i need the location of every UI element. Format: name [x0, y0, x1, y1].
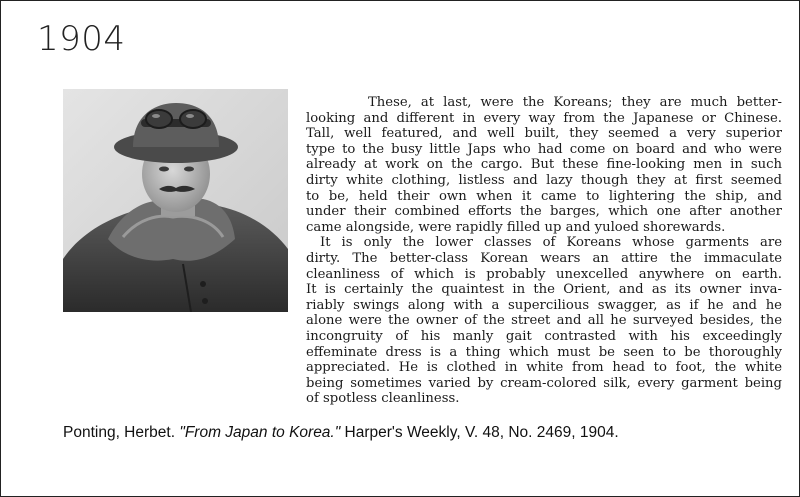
- article-line: being sometimes varied by cream-colored silk, every garment being: [306, 375, 782, 391]
- article-paragraph-2: [306, 235, 782, 407]
- article-line: appreciated. He is clothed in white from head to foot, the white: [306, 360, 782, 376]
- citation-title: "From Japan to Korea.": [179, 424, 341, 441]
- article-line: cleanliness of which is probably unexcelled anywhere on earth.: [306, 266, 782, 282]
- article-line: under their combined efforts the barges, which one after another: [306, 204, 782, 220]
- article-line: of spotless cleanliness.: [306, 391, 460, 407]
- article-line: It is only the lower classes of Koreans whose garments are: [320, 235, 782, 251]
- article-line: came alongside, were rapidly filled up and yuloed shorewards.: [306, 219, 726, 235]
- article-excerpt: [306, 95, 782, 407]
- article-line: effeminate dress is a thing which must be seen to be thoroughly: [306, 344, 782, 360]
- article-line: It is certainly the quaintest in the Orient, and as its owner inva-: [306, 282, 782, 298]
- citation-source: Harper's Weekly, V. 48, No. 2469, 1904.: [340, 424, 619, 441]
- citation: [63, 424, 619, 442]
- article-line: Tall, well featured, and well built, they seemed a very superior: [306, 126, 782, 142]
- article-line: These, at last, were the Koreans; they are much better-: [368, 95, 782, 110]
- portrait-photo: [63, 89, 288, 312]
- article-line: dirty white clothing, listless and lazy though they at first seemed: [306, 172, 782, 188]
- article-line: dirty. The better-class Korean wears an attire the immaculate: [306, 250, 782, 266]
- article-line: looking and different in every way from the Japanese or Chinese.: [306, 110, 782, 126]
- article-line: riably swings along with a supercilious swagger, as if he and he: [306, 297, 782, 313]
- article-line: incongruity of his manly gait contrasted with his exceedingly: [306, 328, 782, 344]
- article-line: alone were the owner of the street and all he surveyed besides, the: [306, 313, 782, 329]
- article-line: to be, held their own when it came to lightering the ship, and: [306, 188, 782, 204]
- article-line: type to the busy little Japs who had come on board and who were: [306, 141, 782, 157]
- article-line: already at work on the cargo. But these fine-looking men in such: [306, 157, 782, 173]
- article-paragraph-1: [306, 95, 782, 235]
- year-heading: 1904: [37, 19, 126, 59]
- citation-author: Ponting, Herbet.: [63, 424, 180, 441]
- portrait-photo-icon: [63, 89, 288, 312]
